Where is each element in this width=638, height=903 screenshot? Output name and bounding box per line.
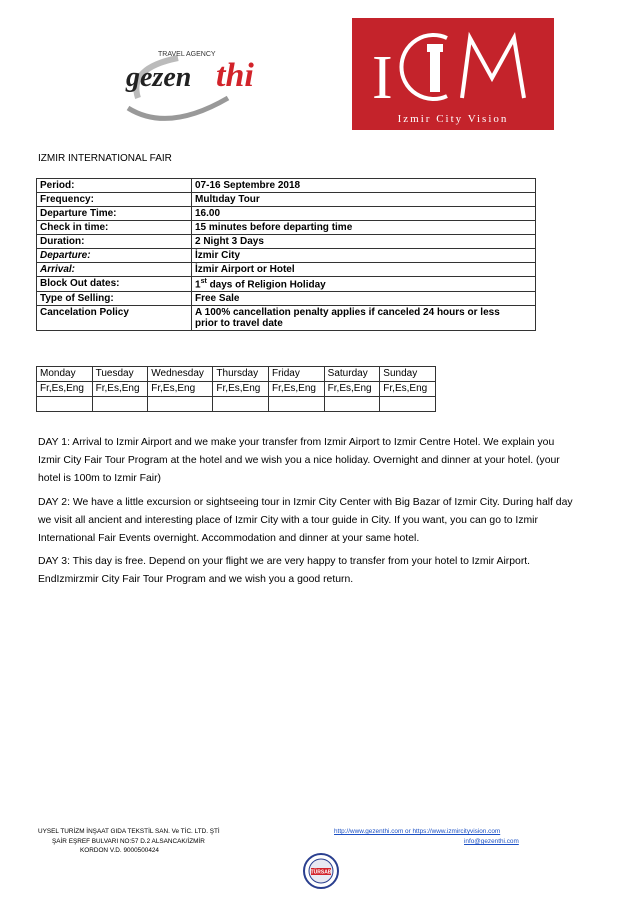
cancel-policy-line: prior to travel date — [195, 318, 283, 330]
table-row — [37, 263, 536, 277]
empty-cell — [92, 397, 148, 412]
day1-paragraph — [38, 434, 600, 488]
departure-time-label: Departure Time: — [37, 207, 192, 221]
empty-cell — [37, 397, 93, 412]
departure-value: İzmir City — [192, 249, 536, 263]
day-header: Thursday — [213, 367, 269, 382]
empty-cell — [324, 397, 380, 412]
day-header: Sunday — [380, 367, 436, 382]
table-row — [37, 193, 536, 207]
day-languages: Fr,Es,Eng — [92, 382, 148, 397]
table-row — [37, 382, 436, 397]
tour-info-table — [36, 178, 536, 331]
selling-type-label: Type of Selling: — [37, 292, 192, 306]
svg-text:thi: thi — [216, 57, 254, 94]
duration-label: Duration: — [37, 235, 192, 249]
svg-text:TÜRSAB: TÜRSAB — [310, 869, 332, 876]
block-out-number: 1 — [195, 279, 201, 291]
day-header: Friday — [269, 367, 325, 382]
table-row — [37, 292, 536, 306]
day3-paragraph — [38, 553, 600, 589]
empty-cell — [380, 397, 436, 412]
check-in-label: Check in time: — [37, 221, 192, 235]
day-languages: Fr,Es,Eng — [380, 382, 436, 397]
cancel-policy-line: A 100% cancellation penalty applies if canceled 24 hours or less — [195, 307, 500, 319]
arrival-value: İzmir Airport or Hotel — [192, 263, 536, 277]
footer-address: ŞAİR EŞREF BULVARI NO:57 D.2 ALSANCAK/İZMİR — [52, 838, 205, 845]
svg-text:I: I — [372, 44, 393, 112]
day-languages: Fr,Es,Eng — [37, 382, 93, 397]
footer-email-link[interactable]: info@gezenthi.com — [464, 838, 519, 845]
day-header: Wednesday — [148, 367, 213, 382]
frequency-label: Frequency: — [37, 193, 192, 207]
paragraph-line: hotel is 100m to Izmir Fair) — [38, 473, 161, 484]
table-row — [37, 179, 536, 193]
day-languages: Fr,Es,Eng — [324, 382, 380, 397]
table-row — [37, 207, 536, 221]
block-out-suffix: st — [200, 278, 207, 285]
paragraph-line: we visit all ancient and interesting place of Izmir City with a tour guide in City. If you want, you can go to Izmir — [38, 515, 538, 526]
empty-cell — [148, 397, 213, 412]
day-header: Saturday — [324, 367, 380, 382]
block-out-label: Block Out dates: — [37, 277, 192, 292]
table-row — [37, 367, 436, 382]
svg-text:TRAVEL AGENCY: TRAVEL AGENCY — [158, 51, 216, 58]
frequency-value: Multıday Tour — [192, 193, 536, 207]
footer-website-links[interactable]: http://www.gezenthi.com or https://www.izmircityvision.com — [334, 828, 501, 835]
paragraph-line: DAY 2: We have a little excursion or sightseeing tour in Izmir City Center with Big Bazar of Izmir City. During half day — [38, 497, 573, 508]
fair-title: IZMIR INTERNATIONAL FAIR — [38, 153, 172, 164]
check-in-value: 15 minutes before departing time — [192, 221, 536, 235]
izmir-city-vision-logo — [352, 18, 554, 130]
paragraph-line: DAY 3: This day is free. Depend on your flight we are very happy to transfer from your hotel to Izmir Airport. — [38, 556, 531, 567]
day-header: Monday — [37, 367, 93, 382]
table-row — [37, 221, 536, 235]
paragraph-line: DAY 1: Arrival to Izmir Airport and we make your transfer from Izmir Airport to Izmir Centre Hotel. We explain you — [38, 437, 555, 448]
cancel-policy-value — [192, 306, 536, 331]
cancel-policy-label: Cancelation Policy — [37, 306, 192, 331]
svg-text:gezen: gezen — [126, 62, 192, 93]
table-row — [37, 306, 536, 331]
day-header: Tuesday — [92, 367, 148, 382]
day2-paragraph — [38, 494, 600, 548]
table-row — [37, 397, 436, 412]
table-row — [37, 277, 536, 292]
day-languages: Fr,Es,Eng — [148, 382, 213, 397]
empty-cell — [213, 397, 269, 412]
table-row — [37, 249, 536, 263]
day-languages: Fr,Es,Eng — [269, 382, 325, 397]
empty-cell — [269, 397, 325, 412]
arrival-label: Arrival: — [37, 263, 192, 277]
paragraph-line: EndIzmirzmir City Fair Tour Program and we wish you a good return. — [38, 574, 354, 585]
svg-text:Izmir City Vision: Izmir City Vision — [397, 113, 509, 125]
block-out-text: days of Religion Holiday — [206, 279, 326, 291]
paragraph-line: Izmir City Fair Tour Program at the hotel and we wish you a nice holiday. Overnight and dinner at your hotel. (your — [38, 455, 560, 466]
table-row — [37, 235, 536, 249]
period-value: 07-16 Septembre 2018 — [192, 179, 536, 193]
departure-time-value: 16.00 — [192, 207, 536, 221]
paragraph-line: International Fair Events overnight. Accommodation and dinner at your same hotel. — [38, 533, 420, 544]
footer-company: UYSEL TURİZM İNŞAAT GIDA TEKSTİL SAN. Ve TİC. LTD. ŞTİ — [38, 828, 220, 835]
footer-tax: KORDON V.D. 9000500424 — [80, 847, 159, 854]
day-languages: Fr,Es,Eng — [213, 382, 269, 397]
gezenthi-logo — [108, 38, 288, 128]
duration-value: 2 Night 3 Days — [192, 235, 536, 249]
departure-label: Departure: — [37, 249, 192, 263]
selling-type-value: Free Sale — [192, 292, 536, 306]
weekday-language-table — [36, 366, 436, 412]
tursab-seal-icon — [302, 852, 340, 890]
period-label: Period: — [37, 179, 192, 193]
block-out-value — [192, 277, 536, 292]
